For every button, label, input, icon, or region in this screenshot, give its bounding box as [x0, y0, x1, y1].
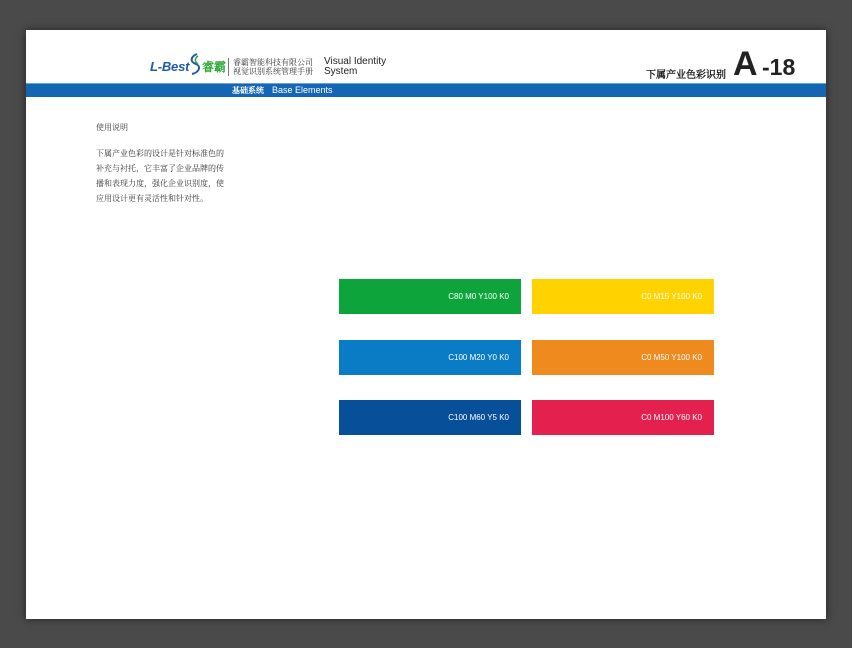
color-swatch-green [339, 279, 521, 314]
vis-line-2: System [324, 66, 358, 77]
color-swatch-navy [339, 400, 521, 435]
swatch-label: C0 M50 Y100 K0 [641, 353, 702, 362]
manual-name: 视觉识别系统管理手册 [233, 67, 313, 76]
color-swatch-magenta [532, 400, 714, 435]
color-swatch-orange [532, 340, 714, 375]
page-title: 下属产业色彩识别 [646, 70, 726, 81]
section-band [26, 84, 826, 97]
swatch-label: C80 M0 Y100 K0 [448, 292, 509, 301]
company-block [233, 58, 313, 76]
manual-page [26, 30, 826, 619]
logo-divider [228, 58, 229, 76]
brand-logo-cn: 睿霸 [202, 60, 227, 74]
vis-line-1: Visual Identity [324, 56, 387, 67]
usage-description: 下属产业色彩的设计是针对标准色的补充与衬托，它丰富了企业品牌的传播和表现力度，强化企业识别度，使应用设计更有灵活性和针对性。 [96, 149, 224, 203]
swatch-label: C0 M15 Y100 K0 [641, 292, 702, 301]
swatch-label: C100 M20 Y0 K0 [448, 353, 509, 362]
page-code-number: -18 [762, 54, 796, 80]
swatch-label: C0 M100 Y60 K0 [641, 413, 702, 422]
brand-logo-text: L-Best [150, 59, 190, 74]
usage-heading: 使用说明 [96, 123, 128, 132]
vis-title [324, 57, 386, 77]
color-swatch-yellow [532, 279, 714, 314]
section-label-en: Base Elements [272, 85, 333, 95]
color-swatch-blue [339, 340, 521, 375]
logo-swirl-icon [188, 52, 202, 76]
section-label-cn: 基础系统 [232, 86, 264, 95]
page-code-letter: A [733, 45, 758, 83]
swatch-label: C100 M60 Y5 K0 [448, 413, 509, 422]
company-name: 睿霸智能科技有限公司 [233, 58, 313, 67]
